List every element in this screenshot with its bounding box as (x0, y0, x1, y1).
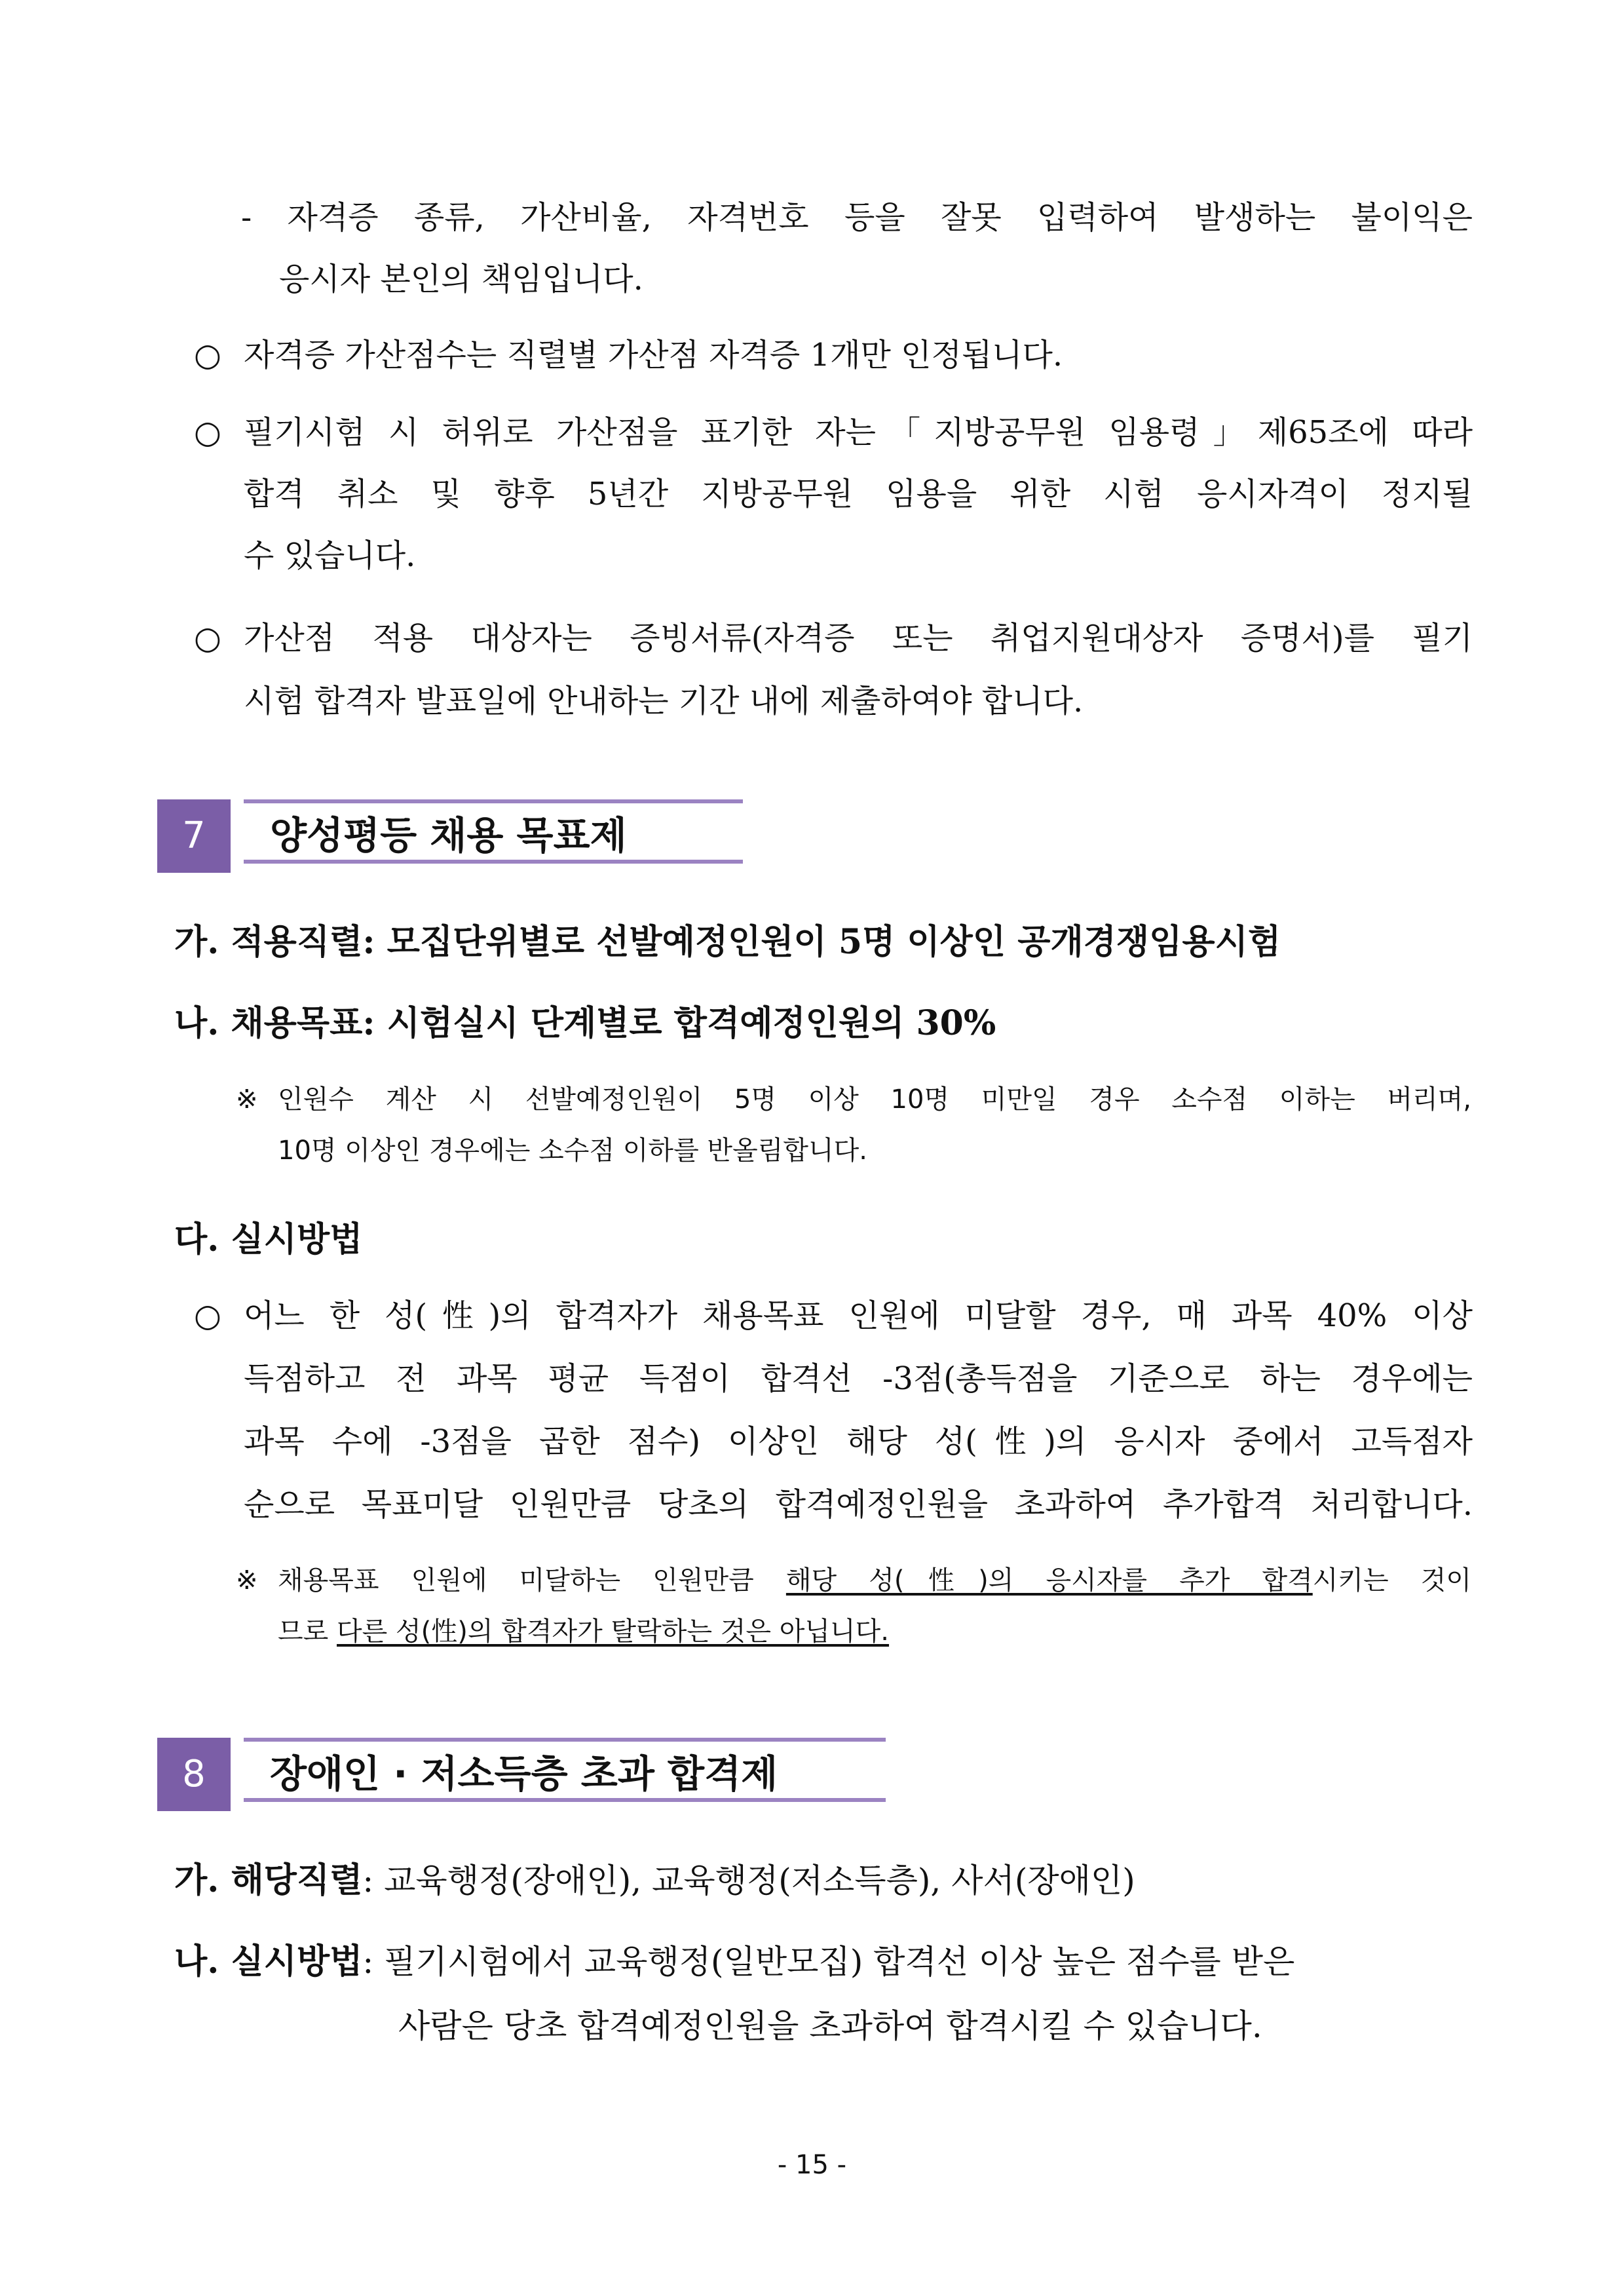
bullet-text: 가산점 적용 대상자는 증빙서류(자격증 또는 취업지원대상자 증명서)를 필기 (244, 620, 1473, 657)
bullet-text: 합격 취소 및 향후 5년간 지방공무원 임용을 위한 시험 응시자격이 정지될 (244, 476, 1473, 512)
item-na (174, 1003, 996, 1044)
note-text: 므로 (278, 1617, 337, 1647)
dash-item-line2: 응시자 본인의 책임입니다. (279, 261, 643, 297)
section-number-badge: 7 (157, 799, 231, 873)
item-value: : 교육행정(장애인), 교육행정(저소득층), 사서(장애인) (362, 1862, 1135, 1900)
item-ga (174, 921, 1281, 963)
method-line: 순으로 목표미달 인원만큼 당초의 합격예정인원을 초과하여 추가합격 처리합니다. (244, 1486, 1473, 1523)
note-underlined-text: 다른 성(性)의 합격자가 탈락하는 것은 아닙니다. (337, 1617, 890, 1647)
item-value: : 필기시험에서 교육행정(일반모집) 합격선 이상 높은 점수를 받은 (362, 1943, 1295, 1981)
bullet-text: 수 있습니다. (244, 537, 416, 574)
item-na (174, 1941, 1294, 1983)
note-text: 시키는 것이 (1312, 1565, 1471, 1596)
dash-item-line1: - 자격증 종류, 가산비율, 자격번호 등을 잘못 입력하여 발생하는 불이익은 (241, 199, 1473, 236)
note-line (278, 1615, 889, 1649)
item-label: 가. 해당직렬 (174, 1860, 363, 1900)
note-underlined-text: 해당 성(性)의 응시자를 추가 합격 (785, 1565, 1313, 1596)
note-line: 인원수 계산 시 선발예정인원이 5명 이상 10명 미만일 경우 소수점 이하는 버리며, (278, 1084, 1471, 1115)
note-line: 10명 이상인 경우에는 소수점 이하를 반올림합니다. (278, 1136, 867, 1166)
circle-bullet-icon: ○ (194, 1297, 221, 1334)
circle-bullet-icon: ○ (194, 337, 221, 373)
method-line: 과목 수에 -3점을 곱한 점수) 이상인 해당 성(性)의 응시자 중에서 고득점자 (244, 1423, 1473, 1460)
section-title: 양성평등 채용 목표제 (244, 799, 743, 864)
bullet-text: 시험 합격자 발표일에 안내하는 기간 내에 제출하여야 합니다. (244, 683, 1084, 719)
bullet-text: 필기시험 시 허위로 가산점을 표기한 자는「지방공무원 임용령」제65조에 따라 (244, 414, 1473, 451)
circle-bullet-icon: ○ (194, 414, 221, 451)
item-value-continued: 사람은 당초 합격예정인원을 초과하여 합격시킬 수 있습니다. (398, 2007, 1262, 2045)
page-number: - 15 - (777, 2150, 847, 2180)
method-line: 득점하고 전 과목 평균 득점이 합격선 -3점(총득점을 기준으로 하는 경우에는 (244, 1360, 1473, 1397)
note-text: 채용목표 인원에 미달하는 인원만큼 (278, 1565, 786, 1596)
note-line (278, 1563, 1471, 1598)
method-line: 어느 한 성(性)의 합격자가 채용목표 인원에 미달할 경우, 매 과목 40% 이상 (244, 1297, 1473, 1334)
item-da: 다. 실시방법 (174, 1219, 363, 1259)
circle-bullet-icon: ○ (194, 620, 221, 657)
bullet-text: 자격증 가산점수는 직렬별 가산점 자격증 1개만 인정됩니다. (244, 337, 1063, 373)
section-number-badge: 8 (157, 1738, 231, 1811)
reference-mark-icon: ※ (236, 1565, 258, 1596)
item-na-text: 나. 채용목표: 시험실시 단계별로 합격예정인원의 30% (174, 1003, 996, 1043)
reference-mark-icon: ※ (236, 1084, 258, 1115)
item-label: 나. 실시방법 (174, 1942, 363, 1981)
section-title: 장애인 · 저소득층 초과 합격제 (244, 1738, 886, 1802)
item-ga (174, 1860, 1135, 1902)
item-ga-text: 가. 적용직렬: 모집단위별로 선발예정인원이 5명 이상인 공개경쟁임용시험 (174, 922, 1281, 962)
